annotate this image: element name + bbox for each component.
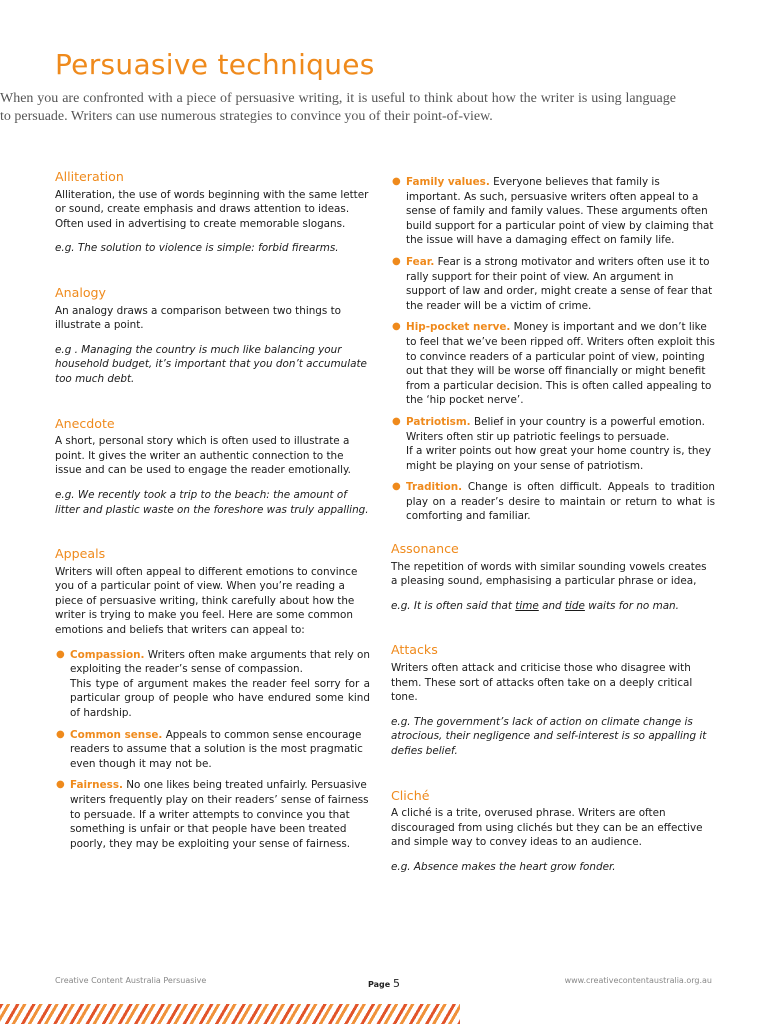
bullet-icon: ● bbox=[392, 255, 401, 267]
bullet-icon: ● bbox=[392, 176, 401, 187]
section-cliche bbox=[391, 789, 715, 875]
assonance-example bbox=[391, 599, 715, 614]
alliteration-body: Alliteration, the use of words beginning with the same letter or sound, create emphasis and draws attention to ideas. bbox=[55, 188, 369, 216]
bullet-icon: ● bbox=[56, 779, 65, 791]
assonance-body: The repetition of words with similar sounding vowels creates a pleasing sound, emphasising a particular phrase or idea, bbox=[391, 560, 707, 588]
fear-text: Fear is a strong motivator and writers often use it to rally support for their point of view. An argument in support of law and order, might create a sense of fear that the reader will be a victim of crime. bbox=[406, 255, 713, 312]
bullet-icon: ● bbox=[392, 321, 401, 333]
list-item-family-values bbox=[391, 175, 715, 248]
bullet-icon: ● bbox=[392, 481, 401, 493]
list-item-common-sense bbox=[55, 728, 370, 772]
analogy-body: An analogy draws a comparison between two things to illustrate a point. bbox=[55, 304, 342, 332]
assonance-ex-end: waits for no man. bbox=[584, 599, 679, 612]
list-item-hip-pocket bbox=[391, 320, 715, 408]
section-anecdote bbox=[55, 417, 370, 518]
anecdote-body: A short, personal story which is often used to illustrate a point. It gives the writer an authentic connection to the issue and can be used to engage the reader emotionally. bbox=[55, 435, 351, 477]
cliche-example: e.g. Absence makes the heart grow fonder. bbox=[391, 860, 616, 873]
term-common-sense: Common sense. bbox=[70, 728, 163, 741]
attacks-example: e.g. The government’s lack of action on climate change is atrocious, their negligence and self-interest is so appalling it defies belief. bbox=[391, 715, 707, 757]
anecdote-example: e.g. We recently took a trip to the beach: the amount of litter and plastic waste on the foreshore was truly appalling. bbox=[55, 488, 369, 516]
patriotism-text: Belief in your country is a powerful emotion. Writers often stir up patriotic feelings to persuade. bbox=[406, 415, 705, 443]
hip-pocket-text: Money is important and we don’t like to feel that we’ve been ripped off. Writers often exploit this to convince readers of a particular point of view, pointing out that they will be worse off financially or might benefit from a particular decision. This is often called appealing to the ‘hip pocket nerve’. bbox=[406, 321, 715, 407]
list-item-tradition bbox=[391, 480, 715, 524]
heading-cliche: Cliché bbox=[391, 787, 430, 803]
list-item-fairness bbox=[55, 778, 370, 851]
fairness-text: No one likes being treated unfairly. Persuasive writers frequently play on their readers’ sense of fairness to persuade. If a writer attempts to convince you that something is unfair or that people have been treated poorly, they may be exploiting your sense of fairness. bbox=[70, 779, 369, 850]
footer-website[interactable]: www.creativecontentaustralia.org.au bbox=[564, 976, 712, 985]
assonance-ex-start: e.g. It is often said that bbox=[391, 599, 516, 612]
heading-assonance: Assonance bbox=[391, 541, 459, 557]
section-alliteration bbox=[55, 170, 370, 256]
section-analogy bbox=[55, 286, 370, 387]
analogy-example: e.g . Managing the country is much like balancing your household budget, it’s important that you don’t accumulate too much debt. bbox=[55, 343, 367, 385]
right-column bbox=[391, 175, 715, 875]
compassion-text-2: This type of argument makes the reader feel sorry for a particular group of people who have endured some kind of hardship. bbox=[70, 677, 370, 720]
term-fear: Fear. bbox=[406, 255, 435, 268]
appeals-list-left bbox=[55, 648, 370, 852]
section-assonance bbox=[391, 542, 715, 613]
page-label: Page bbox=[368, 980, 391, 989]
section-appeals bbox=[55, 547, 370, 851]
tradition-text: Change is often difficult. Appeals to tradition play on a reader’s desire to maintain or return to what is comforting and familiar. bbox=[406, 481, 716, 523]
assonance-ex-and: and bbox=[538, 599, 565, 612]
term-family-values: Family values. bbox=[406, 176, 490, 188]
footer-left-text: Creative Content Australia Persuasive bbox=[55, 976, 207, 985]
heading-analogy: Analogy bbox=[55, 284, 106, 300]
list-item-patriotism bbox=[391, 415, 715, 473]
assonance-ex-tide: tide bbox=[564, 599, 585, 612]
term-patriotism: Patriotism. bbox=[406, 415, 471, 428]
compassion-text: Writers often make arguments that rely on exploiting the reader’s sense of compassion. bbox=[70, 648, 370, 676]
alliteration-body-2: Often used in advertising to create memorable slogans. bbox=[55, 217, 346, 230]
page-number bbox=[368, 977, 400, 990]
heading-attacks: Attacks bbox=[391, 642, 438, 658]
family-values-text: Everyone believes that family is important. As such, persuasive writers often appeal to a sense of family and family values. These arguments often build support for a particular point of view by claiming that the issue will have a damaging effect on family life. bbox=[406, 176, 714, 247]
page-num: 5 bbox=[393, 977, 400, 990]
heading-anecdote: Anecdote bbox=[55, 415, 115, 431]
appeals-list-right bbox=[391, 175, 715, 524]
intro-paragraph: When you are confronted with a piece of persuasive writing, it is useful to think about how the writer is using language to persuade. Writers can use numerous strategies to convince you of their point-of-view. bbox=[0, 91, 676, 124]
list-item-compassion bbox=[55, 648, 370, 721]
term-compassion: Compassion. bbox=[70, 648, 145, 661]
term-fairness: Fairness. bbox=[70, 779, 123, 792]
bullet-icon: ● bbox=[56, 728, 65, 740]
appeals-body: Writers will often appeal to different emotions to convince you of a particular point of view. When you’re reading a piece of persuasive writing, think carefully about how the writer is trying to make you feel. Here are some common emotions and beliefs that writers can appeal to: bbox=[55, 565, 358, 637]
list-item-fear bbox=[391, 255, 715, 313]
alliteration-example: e.g. The solution to violence is simple: forbid firearms. bbox=[55, 242, 339, 255]
assonance-ex-time: time bbox=[515, 599, 539, 612]
decorative-stripe bbox=[0, 1004, 460, 1024]
bullet-icon: ● bbox=[56, 648, 65, 660]
bullet-icon: ● bbox=[392, 415, 401, 427]
term-hip-pocket: Hip-pocket nerve. bbox=[406, 321, 511, 334]
patriotism-text-2: If a writer points out how great your home country is, they might be playing on your sense of patriotism. bbox=[406, 445, 712, 472]
page-title: Persuasive techniques bbox=[55, 48, 375, 81]
cliche-body: A cliché is a trite, overused phrase. Writers are often discouraged from using clichés but they can be an effective and simple way to convey ideas to an audience. bbox=[391, 807, 703, 849]
left-column bbox=[55, 170, 370, 858]
common-sense-text: Appeals to common sense encourage readers to assume that a solution is the most pragmatic even though it may not be. bbox=[70, 728, 363, 770]
term-tradition: Tradition. bbox=[406, 481, 463, 494]
heading-alliteration: Alliteration bbox=[55, 169, 124, 184]
heading-appeals: Appeals bbox=[55, 546, 106, 562]
attacks-body: Writers often attack and criticise those who disagree with them. These sort of attacks often take on a deeply critical tone. bbox=[391, 662, 693, 704]
section-attacks bbox=[391, 643, 715, 758]
